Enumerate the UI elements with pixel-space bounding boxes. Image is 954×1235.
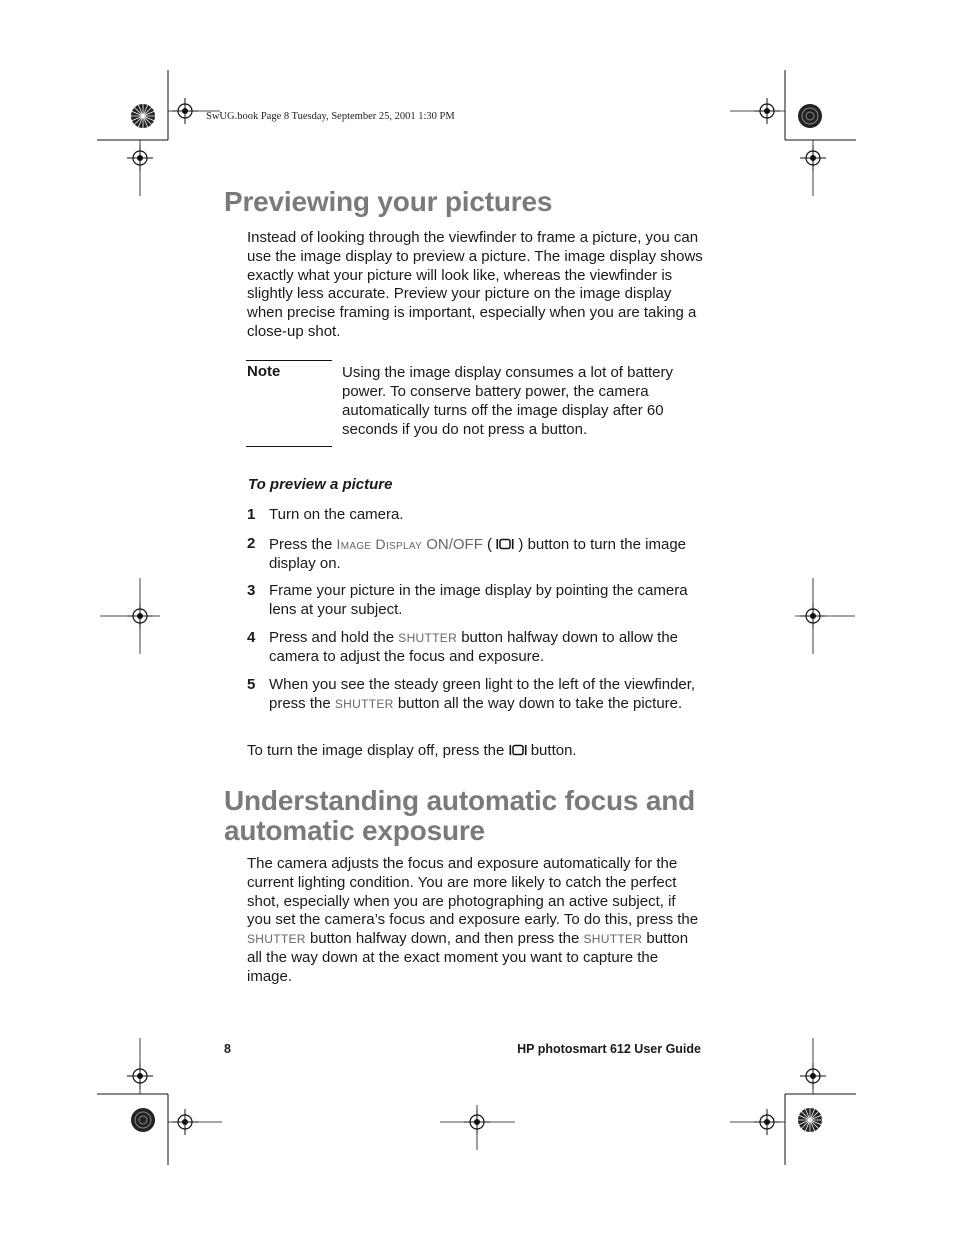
button-name-shutter: SHUTTER [334,696,394,711]
focus-exposure-paragraph: The camera adjusts the focus and exposure automatically for the current lighting condition. You are more likely to catch the perfect shot, especially when you are photographing an active subject, if you set the camera’s focus and exposure early. To do this, press the SHUTTER button halfway down, and then press the SHUTTER button all the way down at the exact moment you want to capture the image. [247,855,699,985]
section-title: Understanding automatic focus and automatic exposure [224,785,695,846]
note-text: Using the image display consumes a lot of battery power. To conserve battery power, the camera automatically turns off the image display after 60 seconds if you do not press a button. [342,364,674,438]
step-text: When you see the steady green light to the left of the viewfinder, press the SHUTTER button all the way down to take the picture. [269,676,696,712]
step-number: 2 [247,535,256,552]
print-slug: SwUG.book Page 8 Tuesday, September 25, 2001 1:30 PM [206,111,455,122]
display-off-instruction: To turn the image display off, press the button. [247,742,577,759]
note-top-rule [246,360,332,361]
step-text: Turn on the camera. [269,506,404,523]
image-display-icon [496,538,514,550]
button-name-shutter: SHUTTER [583,932,643,947]
registration-target-icon [798,104,822,128]
step-text: Press the Image Display ON/OFF ( ) button to turn the image display on. [269,536,687,572]
step-number: 3 [247,582,256,599]
step-number: 1 [247,506,256,523]
button-name-on-off: ON/OFF [426,536,483,553]
registration-star-icon [798,1108,822,1132]
step-text: Press and hold the SHUTTER button halfway down to allow the camera to adjust the focus and exposure. [269,629,679,665]
section-title: Previewing your pictures [224,186,553,217]
step-number: 5 [247,676,256,693]
intro-paragraph: Instead of looking through the viewfinder to frame a picture, you can use the image display to preview a picture. The image display shows exactly what your picture will look like, whereas the viewfinder is slightly less accurate. Preview your picture on the image display when precise framing is important, especially when you are taking a close-up shot. [247,229,703,340]
button-name-image-display: Image Display [336,536,423,552]
note-bottom-rule [246,446,332,447]
procedure-title: To preview a picture [248,476,393,493]
registration-target-icon [131,1108,155,1132]
note-label: Note [247,363,281,380]
image-display-icon [509,744,527,756]
guide-title: HP photosmart 612 User Guide [517,1042,701,1056]
button-name-shutter: SHUTTER [247,932,306,947]
registration-star-icon [131,104,155,128]
button-name-shutter: SHUTTER [398,631,458,645]
step-text: Frame your picture in the image display by pointing the camera lens at your subject. [269,582,688,618]
page-number: 8 [224,1042,231,1056]
step-number: 4 [247,629,256,646]
